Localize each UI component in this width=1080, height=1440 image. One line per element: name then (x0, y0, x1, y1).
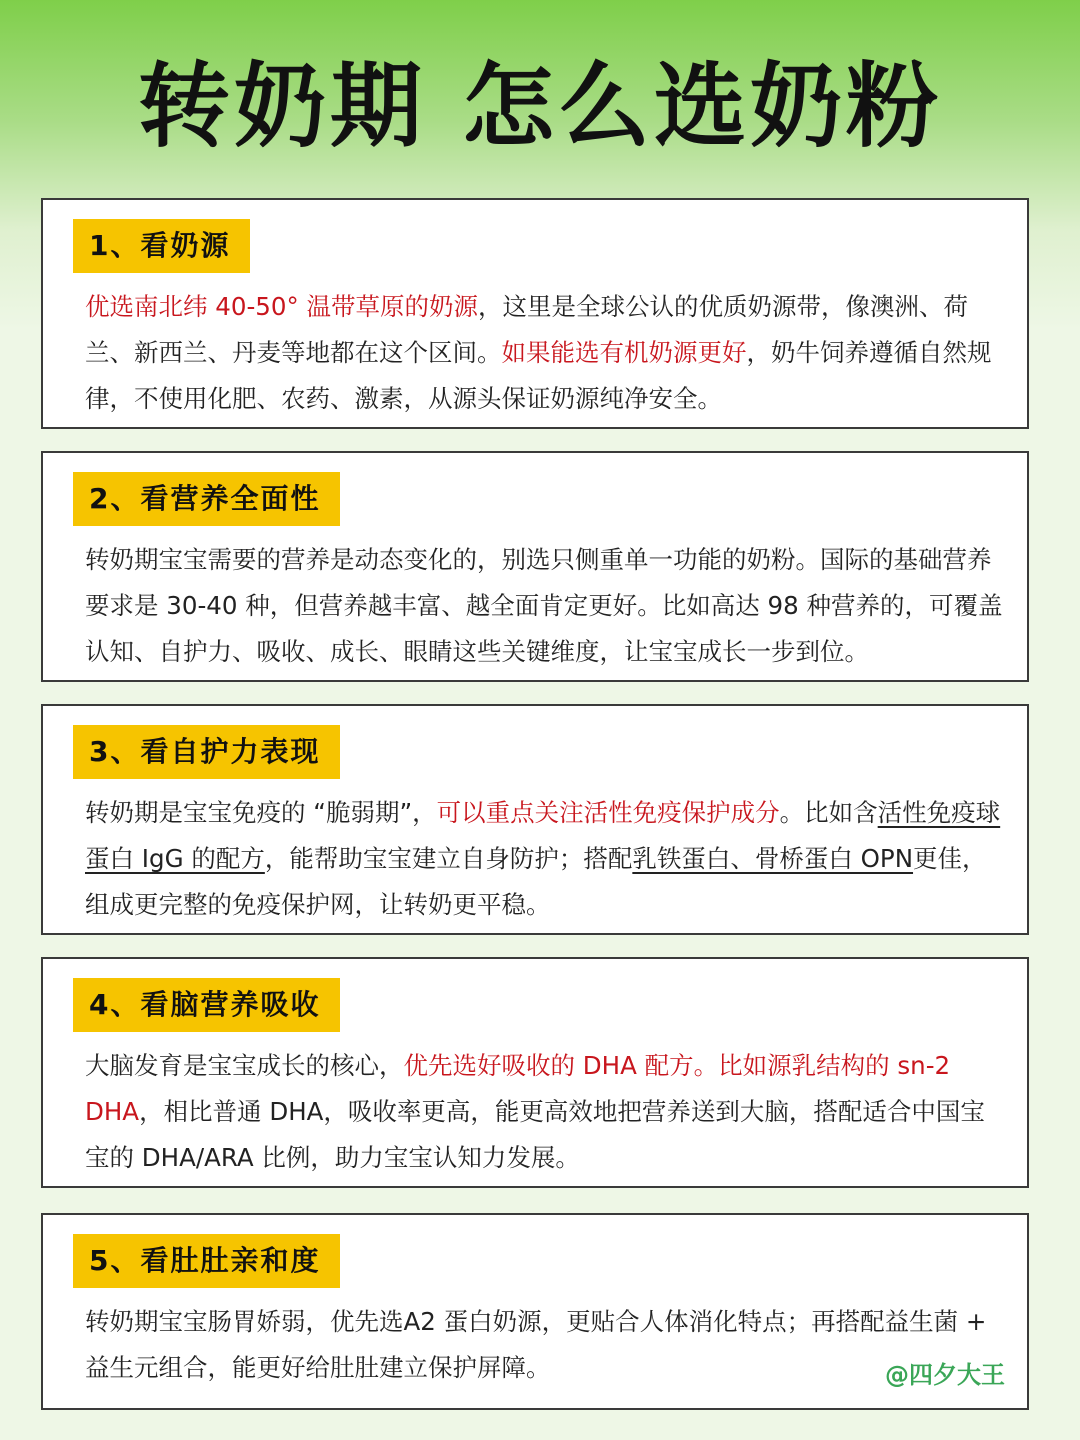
body-text: ，奶牛饲养遵循自然规律，不使用化肥、农药、激素，从源头保证奶源纯净安全。 (85, 338, 992, 413)
watermark: @四夕大王 (885, 1361, 1005, 1389)
body-text: ，相比普通 DHA，吸收率更高，能更高效地把营养送到大脑，搭配适合中国宝宝的 DHA/ARA 比例，助力宝宝认知力发展。 (85, 1097, 985, 1172)
page-title: 转奶期 怎么选奶粉 (137, 53, 943, 160)
section-heading: 4、看脑营养吸收 (73, 978, 340, 1032)
body-text: 更佳，组成更完整的免疫保护网，让转奶更平稳。 (85, 844, 987, 919)
body-text: 转奶期宝宝肠胃娇弱，优先选A2 蛋白奶源，更贴合人体消化特点；再搭配益生菌 + 益生元组合，能更好给肚肚建立保护屏障。 (85, 1307, 987, 1382)
section-heading: 1、看奶源 (73, 219, 250, 273)
section-heading: 2、看营养全面性 (73, 472, 340, 526)
section-text (85, 284, 1005, 422)
section-card-nutrition (41, 451, 1029, 682)
section-text (85, 1043, 1005, 1181)
body-text: 转奶期是宝宝免疫的 “脆弱期”， (85, 798, 437, 827)
section-card-immunity (41, 704, 1029, 935)
section-card-milk-source (41, 198, 1029, 429)
body-text: ，这里是全球公认的优质奶源带，像澳洲、荷兰、新西兰、丹麦等地都在这个区间。 (85, 292, 969, 367)
section-card-digestion (41, 1213, 1029, 1410)
section-text (85, 790, 1005, 928)
highlight-text: 优先选好吸收的 DHA 配方。比如源乳结构的 sn-2 DHA (85, 1051, 951, 1126)
section-heading: 3、看自护力表现 (73, 725, 340, 779)
underlined-text: 活性免疫球蛋白 IgG 的配方 (85, 798, 1001, 873)
highlight-text: 优选南北纬 40-50° 温带草原的奶源 (85, 292, 479, 321)
underlined-text: 乳铁蛋白、骨桥蛋白 OPN (632, 844, 914, 873)
section-text (85, 537, 1005, 675)
section-heading: 5、看肚肚亲和度 (73, 1234, 340, 1288)
body-text: 大脑发育是宝宝成长的核心， (85, 1051, 404, 1080)
highlight-text: 可以重点关注活性免疫保护成分 (436, 798, 780, 827)
section-text (85, 1299, 1005, 1391)
body-text: 。比如含 (779, 798, 878, 827)
body-text: 转奶期宝宝需要的营养是动态变化的，别选只侧重单一功能的奶粉。国际的基础营养要求是 30-40 种，但营养越丰富、越全面肯定更好。比如高达 98 种营养的，可覆盖认知、自护力、吸收、成长、眼睛这些关键维度，让宝宝成长一步到位。 (85, 545, 1003, 666)
body-text: ，能帮助宝宝建立自身防护；搭配 (264, 844, 633, 873)
highlight-text: 如果能选有机奶源更好 (501, 338, 747, 367)
section-card-brain-nutrition (41, 957, 1029, 1188)
